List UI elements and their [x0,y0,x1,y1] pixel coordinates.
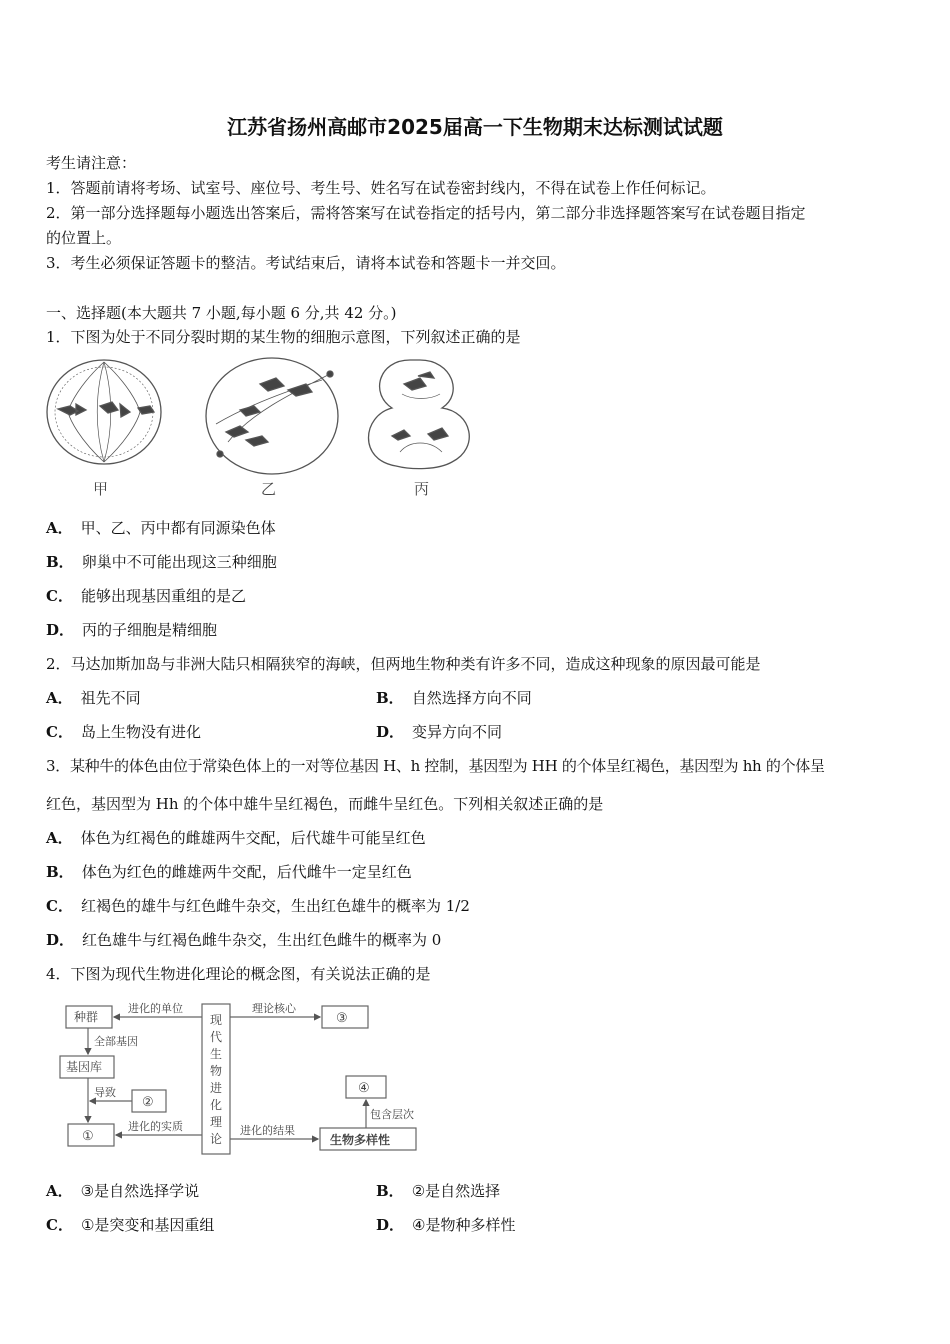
q3-option-d[interactable] [46,931,441,949]
option-letter: D． [46,931,75,949]
notice-heading: 考生请注意： [46,154,137,172]
option-text: 甲、乙、丙中都有同源染色体 [80,519,276,537]
option-text: ②是自然选择 [411,1182,501,1200]
q4-center-char: 理 [210,1115,223,1129]
q1-label-yi: 乙 [261,480,277,498]
q3-stem-line-1: 3．某种牛的体色由位于常染色体上的一对等位基因 H、h 控制，基因型为 HH 的个体呈红褐色，基因型为 hh 的个体呈 [46,757,825,775]
q4-option-b[interactable] [376,1182,500,1200]
q4-edge-result: 进化的结果 [240,1124,295,1137]
option-text: 自然选择方向不同 [411,689,532,707]
q1-option-d[interactable] [46,621,217,639]
option-text: 卵巢中不可能出现这三种细胞 [81,553,277,571]
option-letter: A． [46,519,73,537]
option-letter: B． [46,553,74,571]
q1-cell-figure [40,354,470,494]
q4-center-char: 生 [210,1047,223,1061]
q4-edge-all-genes: 全部基因 [94,1035,138,1048]
option-letter: C． [46,897,73,915]
option-letter: C． [46,587,73,605]
option-letter: D． [376,1216,405,1234]
option-text: 丙的子细胞是精细胞 [82,621,218,639]
q3-option-a[interactable] [46,829,426,847]
q3-stem-line-2: 红色，基因型为 Hh 的个体中雄牛呈红褐色，而雌牛呈红色。下列相关叙述正确的是 [46,795,604,813]
q4-node-1: ① [82,1129,94,1144]
option-text: 岛上生物没有进化 [80,723,201,741]
q4-edge-unit: 进化的单位 [128,1002,183,1015]
q1-option-b[interactable] [46,553,277,571]
q4-center-char: 论 [210,1132,223,1146]
option-letter: D． [376,723,405,741]
q1-label-bing: 丙 [414,480,430,498]
q4-node-population: 种群 [74,1010,99,1024]
q2-option-a[interactable] [46,689,141,707]
option-letter: A． [46,1182,73,1200]
q4-concept-diagram [46,998,426,1158]
q4-center-char: 进 [210,1081,223,1095]
option-letter: A． [46,689,73,707]
q4-edge-essence: 进化的实质 [128,1120,183,1133]
q4-node-biodiversity: 生物多样性 [330,1133,391,1147]
q4-edge-core: 理论核心 [252,1002,296,1015]
q4-center-char: 化 [210,1098,223,1112]
q4-option-c[interactable] [46,1216,214,1234]
option-text: 体色为红色的雌雄两牛交配，后代雌牛一定呈红色 [81,863,412,881]
q4-center-char: 物 [210,1064,223,1078]
notice-item-2-cont: 的位置上。 [46,229,122,247]
q4-option-d[interactable] [376,1216,515,1234]
option-letter: A． [46,829,73,847]
q1-stem: 1．下图为处于不同分裂时期的某生物的细胞示意图，下列叙述正确的是 [46,328,521,346]
q4-edge-lead: 导致 [94,1086,116,1099]
option-letter: C． [46,1216,73,1234]
q1-option-c[interactable] [46,587,246,605]
option-letter: B． [376,689,404,707]
q1-option-a[interactable] [46,519,276,537]
option-text: 红褐色的雄牛与红色雌牛杂交，生出红色雄牛的概率为 1/2 [80,897,470,915]
q2-option-d[interactable] [376,723,502,741]
option-letter: D． [46,621,75,639]
q3-option-b[interactable] [46,863,412,881]
q2-option-b[interactable] [376,689,532,707]
q4-edge-levels: 包含层次 [370,1108,414,1121]
page-title: 江苏省扬州高邮市2025届高一下生物期末达标测试试题 [227,115,723,139]
option-text: 祖先不同 [80,689,141,707]
q2-stem: 2．马达加斯加岛与非洲大陆只相隔狭窄的海峡，但两地生物种类有许多不同，造成这种现象的原因最可能是 [46,655,761,673]
q4-center-char: 现 [210,1013,223,1027]
option-text: ③是自然选择学说 [80,1182,200,1200]
option-text: ④是物种多样性 [412,1216,516,1234]
q4-node-gene-pool: 基因库 [66,1060,103,1074]
option-letter: B． [376,1182,404,1200]
notice-item-3: 3．考生必须保证答题卡的整洁。考试结束后，请将本试卷和答题卡一并交回。 [46,254,566,272]
option-text: ①是突变和基因重组 [80,1216,215,1234]
option-letter: C． [46,723,73,741]
q2-option-c[interactable] [46,723,201,741]
q4-center-char: 代 [210,1030,223,1044]
q4-stem: 4．下图为现代生物进化理论的概念图，有关说法正确的是 [46,965,431,983]
q4-node-2: ② [142,1095,154,1110]
option-text: 体色为红褐色的雌雄两牛交配，后代雄牛可能呈红色 [80,829,426,847]
option-text: 红色雄牛与红褐色雌牛杂交，生出红色雌牛的概率为 0 [82,931,442,949]
q4-node-3: ③ [336,1011,348,1026]
option-text: 能够出现基因重组的是乙 [80,587,246,605]
option-letter: B． [46,863,74,881]
q3-option-c[interactable] [46,897,470,915]
notice-item-2: 2．第一部分选择题每小题选出答案后，需将答案写在试卷指定的括号内，第二部分非选择题答案写在试卷题目指定 [46,204,806,222]
notice-item-1: 1．答题前请将考场、试室号、座位号、考生号、姓名写在试卷密封线内，不得在试卷上作任何标记。 [46,179,716,197]
section-heading: 一、选择题(本大题共 7 小题,每小题 6 分,共 42 分。) [46,304,397,322]
option-text: 变异方向不同 [412,723,503,741]
q4-node-4: ④ [358,1081,370,1096]
q4-option-a[interactable] [46,1182,199,1200]
q1-label-jia: 甲 [93,480,109,498]
